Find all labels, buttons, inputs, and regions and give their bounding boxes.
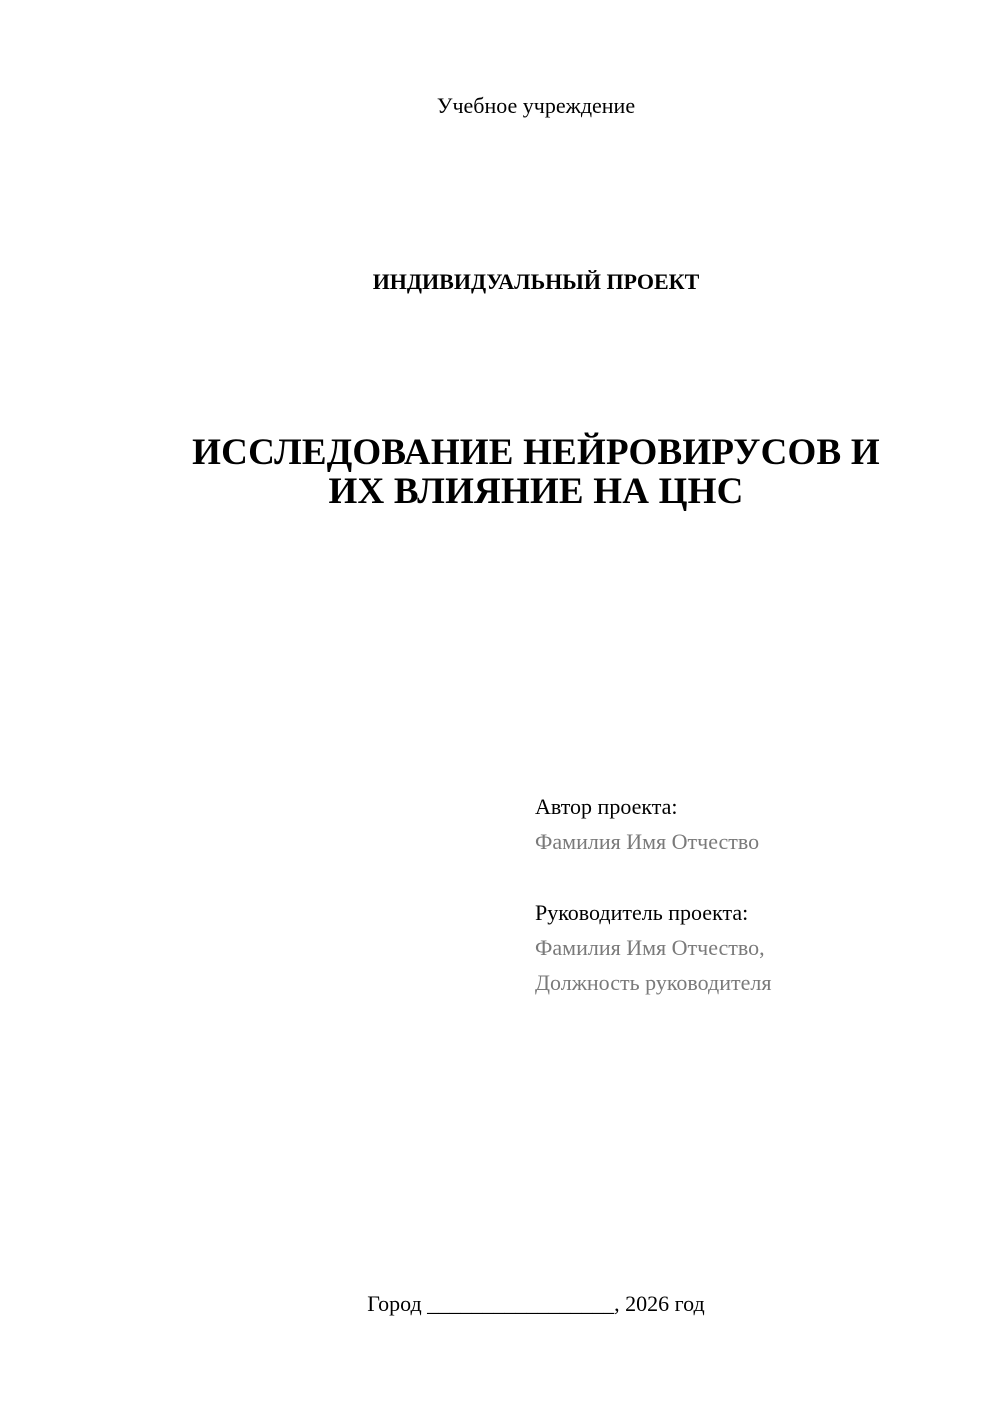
supervisor-position: Должность руководителя [535, 970, 772, 995]
author-name: Фамилия Имя Отчество [535, 829, 760, 854]
credits-spacer [535, 859, 975, 895]
document-type: ИНДИВИДУАЛЬНЫЙ ПРОЕКТ [372, 269, 700, 294]
project-title [150, 433, 922, 511]
institution-name: Учебное учреждение [436, 93, 636, 118]
city-year-line: Город _________________, 2026 год [367, 1291, 705, 1316]
project-title-line-1: ИССЛЕДОВАНИЕ НЕЙРОВИРУСОВ И [192, 432, 880, 473]
author-label: Автор проекта: [535, 794, 678, 819]
credits-block [535, 789, 975, 1000]
supervisor-label: Руководитель проекта: [535, 900, 749, 925]
project-title-line-2: ИХ ВЛИЯНИЕ НА ЦНС [328, 471, 744, 512]
supervisor-name: Фамилия Имя Отчество, [535, 935, 765, 960]
